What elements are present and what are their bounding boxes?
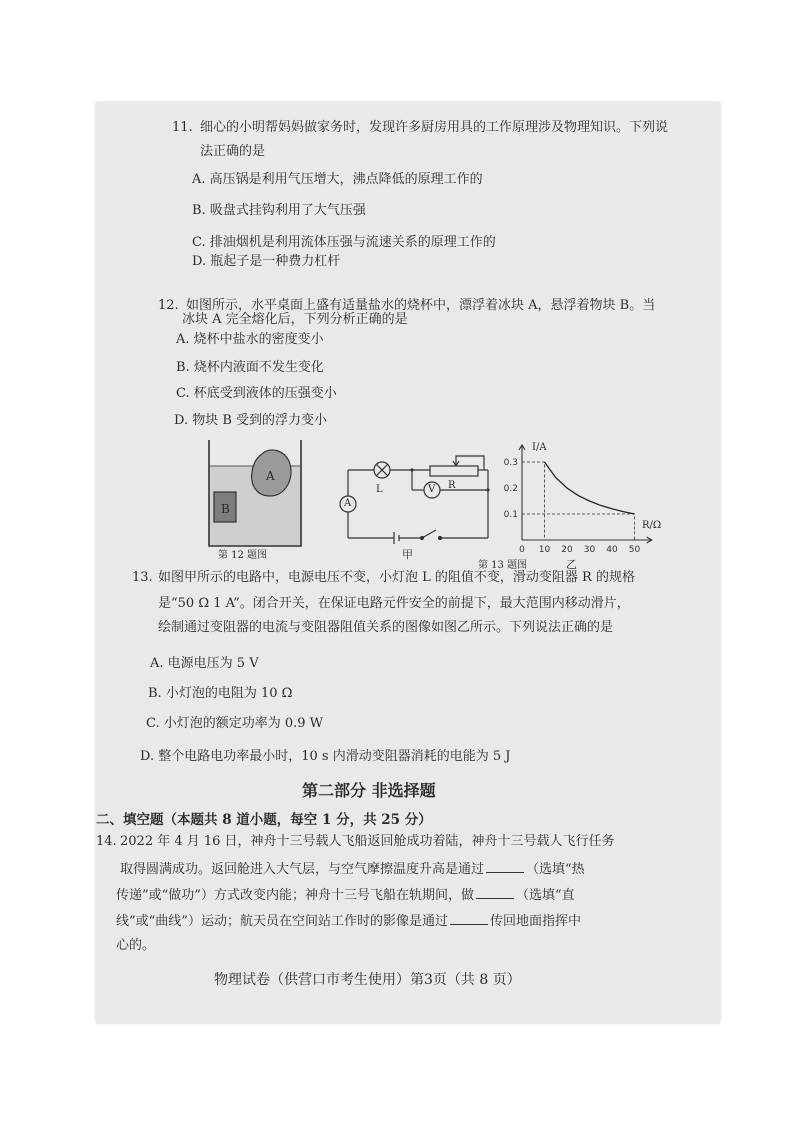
q14-line2-hint: （选填“热 (526, 862, 585, 877)
fig13-caption: 第 13 题图 (478, 560, 528, 571)
fig12-caption: 第 12 题图 (218, 550, 268, 561)
q11-number: 11. (172, 120, 193, 135)
q11-option-d: D. 瓶起子是一种费力杠杆 (192, 254, 341, 269)
q13-number: 13. (132, 570, 153, 585)
q14-blank-2[interactable] (476, 886, 514, 899)
q13-stem-line2: 是“50 Ω 1 A”。闭合开关，在保证电路元件安全的前提下，最大范围内移动滑片， (158, 596, 630, 611)
q13-stem-line3: 绘制通过变阻器的电流与变阻器阻值关系的图像如图乙所示。下列说法正确的是 (158, 620, 614, 635)
q14-blank-1[interactable] (486, 860, 524, 873)
x-tick-label: 50 (628, 545, 641, 555)
q13-stem-line1: 如图甲所示的电路中，电源电压不变，小灯泡 L 的阻值不变，滑动变阻器 R 的规格 (158, 570, 635, 585)
guide-line (522, 514, 635, 540)
y-tick-label: 0.1 (503, 510, 518, 520)
ammeter-label: A (344, 498, 352, 509)
q12-option-c: C. 杯底受到液体的压强变小 (176, 386, 337, 401)
x-axis-label: R/Ω (642, 520, 662, 531)
q13-option-b: B. 小灯泡的电阻为 10 Ω (148, 686, 293, 701)
q14-number: 14. (96, 834, 117, 849)
current-curve (545, 462, 635, 514)
q14-line2-text: 取得圆满成功。返回舱进入大气层，与空气摩擦温度升高是通过 (120, 862, 485, 877)
x-tick-label: 30 (583, 545, 596, 555)
x-tick-label: 40 (606, 545, 618, 555)
q11-option-c: C. 排油烟机是利用流体压强与流速关系的原理工作的 (192, 235, 496, 250)
y-tick-label: 0.2 (503, 484, 518, 494)
y-axis-label: I/A (532, 442, 547, 453)
q14-line5: 心的。 (116, 938, 156, 953)
q14-line4-text: 线”或“曲线”）运动；航天员在空间站工作时的影像是通过 (116, 914, 448, 929)
q14-line3-text: 传递”或“做功”）方式改变内能；神舟十三号飞船在轨期间，做 (116, 888, 474, 903)
q13-option-c: C. 小灯泡的额定功率为 0.9 W (146, 716, 324, 731)
q11-stem-line1: 细心的小明帮妈妈做家务时，发现许多厨房用具的工作原理涉及物理知识。下列说 (200, 120, 669, 135)
fig13-graph-label: 乙 (566, 558, 577, 571)
q14-blank-3[interactable] (450, 912, 488, 925)
fig12-label-b: B (221, 502, 230, 516)
fig12-label-a: A (266, 469, 275, 483)
q12-option-d: D. 物块 B 受到的浮力变小 (174, 413, 328, 428)
page-footer: 物理试卷（供营口市考生使用）第3页（共 8 页） (214, 972, 521, 988)
y-tick-label: 0.3 (503, 458, 518, 468)
q14-line1: 2022 年 4 月 16 日，神舟十三号载人飞船返回舱成功着陆，神舟十三号载人飞行任务 (120, 834, 615, 849)
q11-option-a: A. 高压锅是利用气压增大，沸点降低的原理工作的 (192, 172, 483, 187)
x-tick-label: 0 (519, 545, 525, 555)
q12-option-b: B. 烧杯内液面不发生变化 (176, 360, 324, 375)
q14-line2 (120, 860, 585, 878)
part2-title: 第二部分 非选择题 (302, 781, 436, 800)
figure-12-beaker (206, 440, 312, 548)
q12-number: 12. (158, 298, 179, 313)
q14-line4 (116, 912, 581, 930)
q14-line3-hint: （选填“直 (515, 888, 575, 903)
figure-13-circuit (336, 452, 498, 546)
rheostat-label: R (448, 480, 456, 491)
q12-option-a: A. 烧杯中盐水的密度变小 (176, 332, 324, 347)
section2-title: 二、填空题（本题共 8 道小题，每空 1 分，共 25 分） (96, 812, 432, 828)
q12-stem-line2: 冰块 A 完全熔化后，下列分析正确的是 (182, 312, 408, 327)
guide-line (522, 462, 545, 540)
figure-13-graph (502, 436, 672, 556)
x-tick-label: 20 (561, 545, 573, 555)
current-resistance-graph (502, 436, 672, 556)
q11-stem-line2: 法正确的是 (200, 144, 266, 159)
voltmeter-label: V (428, 484, 436, 495)
q11-option-b: B. 吸盘式挂钩利用了大气压强 (192, 203, 366, 218)
q13-option-d: D. 整个电路电功率最小时，10 s 内滑动变阻器消耗的电能为 5 J (140, 749, 511, 764)
q12-stem-line1: 如图所示，水平桌面上盛有适量盐水的烧杯中，漂浮着冰块 A，悬浮着物块 B。当 (186, 298, 656, 313)
q14-line4-text-end: 传回地面指挥中 (489, 914, 581, 929)
x-tick-label: 10 (538, 545, 551, 555)
exam-page (96, 102, 720, 1023)
q13-option-a: A. 电源电压为 5 V (150, 656, 259, 671)
fig13-circuit-label: 甲 (402, 548, 413, 561)
lamp-label: L (376, 484, 383, 495)
q14-line3 (116, 886, 575, 904)
